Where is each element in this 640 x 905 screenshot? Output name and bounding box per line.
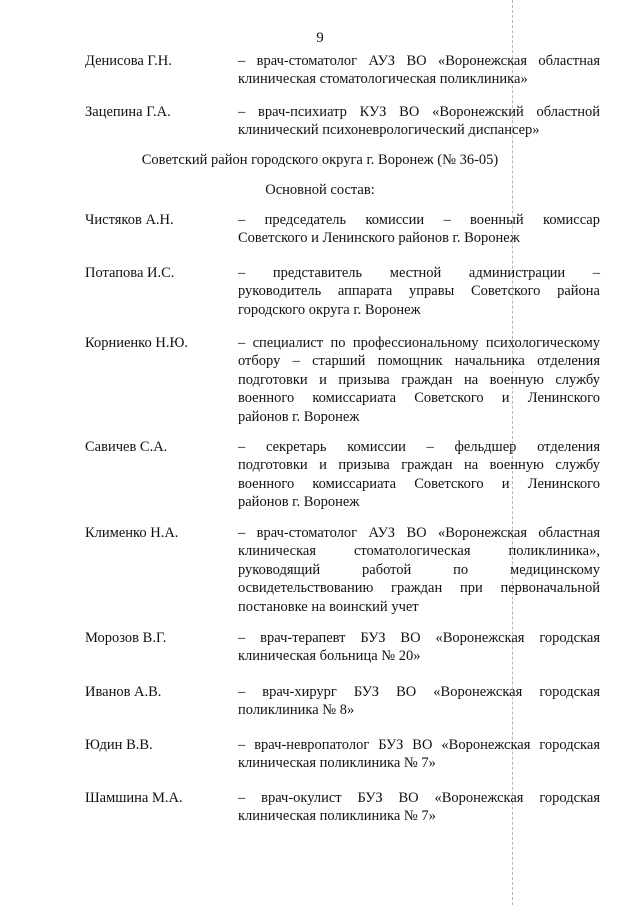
- role-line: клиническая стоматологическая поликлиника»: [238, 71, 528, 88]
- member-role: [238, 736, 600, 773]
- member-name: Потапова И.С.: [85, 265, 175, 281]
- role-line: постановке на воинский учет: [238, 598, 419, 615]
- page-number: 9: [316, 30, 324, 46]
- member-role: [238, 264, 600, 319]
- role-line: подготовки и призыва граждан на военную службу: [238, 371, 600, 388]
- role-line: – врач-стоматолог АУЗ ВО «Воронежская областная: [238, 525, 600, 541]
- member-role: [238, 52, 600, 89]
- member-name: Морозов В.Г.: [85, 630, 167, 646]
- member-name: Иванов А.В.: [85, 684, 162, 700]
- member-name: Чистяков А.Н.: [85, 212, 174, 228]
- role-line: отбору – старший помощник начальника отделения: [238, 353, 600, 370]
- role-line: – врач-стоматолог АУЗ ВО «Воронежская областная: [238, 53, 600, 69]
- member-role: [238, 789, 600, 826]
- member-role: [238, 103, 600, 140]
- member-name: Денисова Г.Н.: [85, 53, 172, 69]
- role-line: – врач-терапевт БУЗ ВО «Воронежская городская: [238, 630, 600, 646]
- role-line: освидетельствованию граждан при первоначальной: [238, 580, 600, 597]
- role-line: руководящий работой по медицинскому: [238, 561, 600, 578]
- role-line: – врач-хирург БУЗ ВО «Воронежская городская: [238, 684, 600, 700]
- member-name: Клименко Н.А.: [85, 525, 179, 541]
- role-line: поликлиника № 8»: [238, 702, 355, 719]
- member-name: Корниенко Н.Ю.: [85, 335, 188, 351]
- role-line: – председатель комиссии – военный комиссар: [238, 212, 600, 228]
- member-name: Юдин В.В.: [85, 737, 153, 753]
- role-line: городского округа г. Воронеж: [238, 301, 421, 318]
- role-line: – специалист по профессиональному психологическому: [238, 335, 600, 351]
- role-line: клиническая поликлиника № 7»: [238, 808, 436, 825]
- role-line: клиническая больница № 20»: [238, 648, 421, 665]
- role-line: – врач-невропатолог БУЗ ВО «Воронежская городская: [238, 737, 600, 753]
- composition-heading: Основной состав:: [265, 182, 375, 198]
- member-role: [238, 629, 600, 666]
- member-name: Шамшина М.А.: [85, 790, 183, 806]
- role-line: подготовки и призыва граждан на военную службу: [238, 457, 600, 474]
- role-line: клинический психоневрологический диспансер»: [238, 122, 540, 139]
- role-line: Советского и Ленинского районов г. Воронеж: [238, 230, 520, 247]
- role-line: районов г. Воронеж: [238, 408, 360, 425]
- role-line: районов г. Воронеж: [238, 494, 360, 511]
- district-heading: Советский район городского округа г. Воронеж (№ 36-05): [141, 152, 499, 168]
- member-name: Зацепина Г.А.: [85, 104, 171, 120]
- role-line: – врач-окулист БУЗ ВО «Воронежская городская: [238, 790, 600, 806]
- member-role: [238, 438, 600, 512]
- role-line: клиническая стоматологическая поликлиника»,: [238, 543, 600, 560]
- role-line: военного комиссариата Советского и Ленинского: [238, 390, 600, 407]
- member-name: Савичев С.А.: [85, 439, 168, 455]
- role-line: военного комиссариата Советского и Ленинского: [238, 475, 600, 492]
- role-line: клиническая поликлиника № 7»: [238, 755, 436, 772]
- role-line: – секретарь комиссии – фельдшер отделения: [238, 439, 600, 455]
- role-line: – представитель местной администрации –: [238, 265, 600, 281]
- member-role: [238, 524, 600, 616]
- role-line: – врач-психиатр КУЗ ВО «Воронежский областной: [238, 104, 600, 120]
- member-role: [238, 683, 600, 720]
- member-role: [238, 334, 600, 426]
- member-role: [238, 211, 600, 248]
- role-line: руководитель аппарата управы Советского района: [238, 283, 600, 300]
